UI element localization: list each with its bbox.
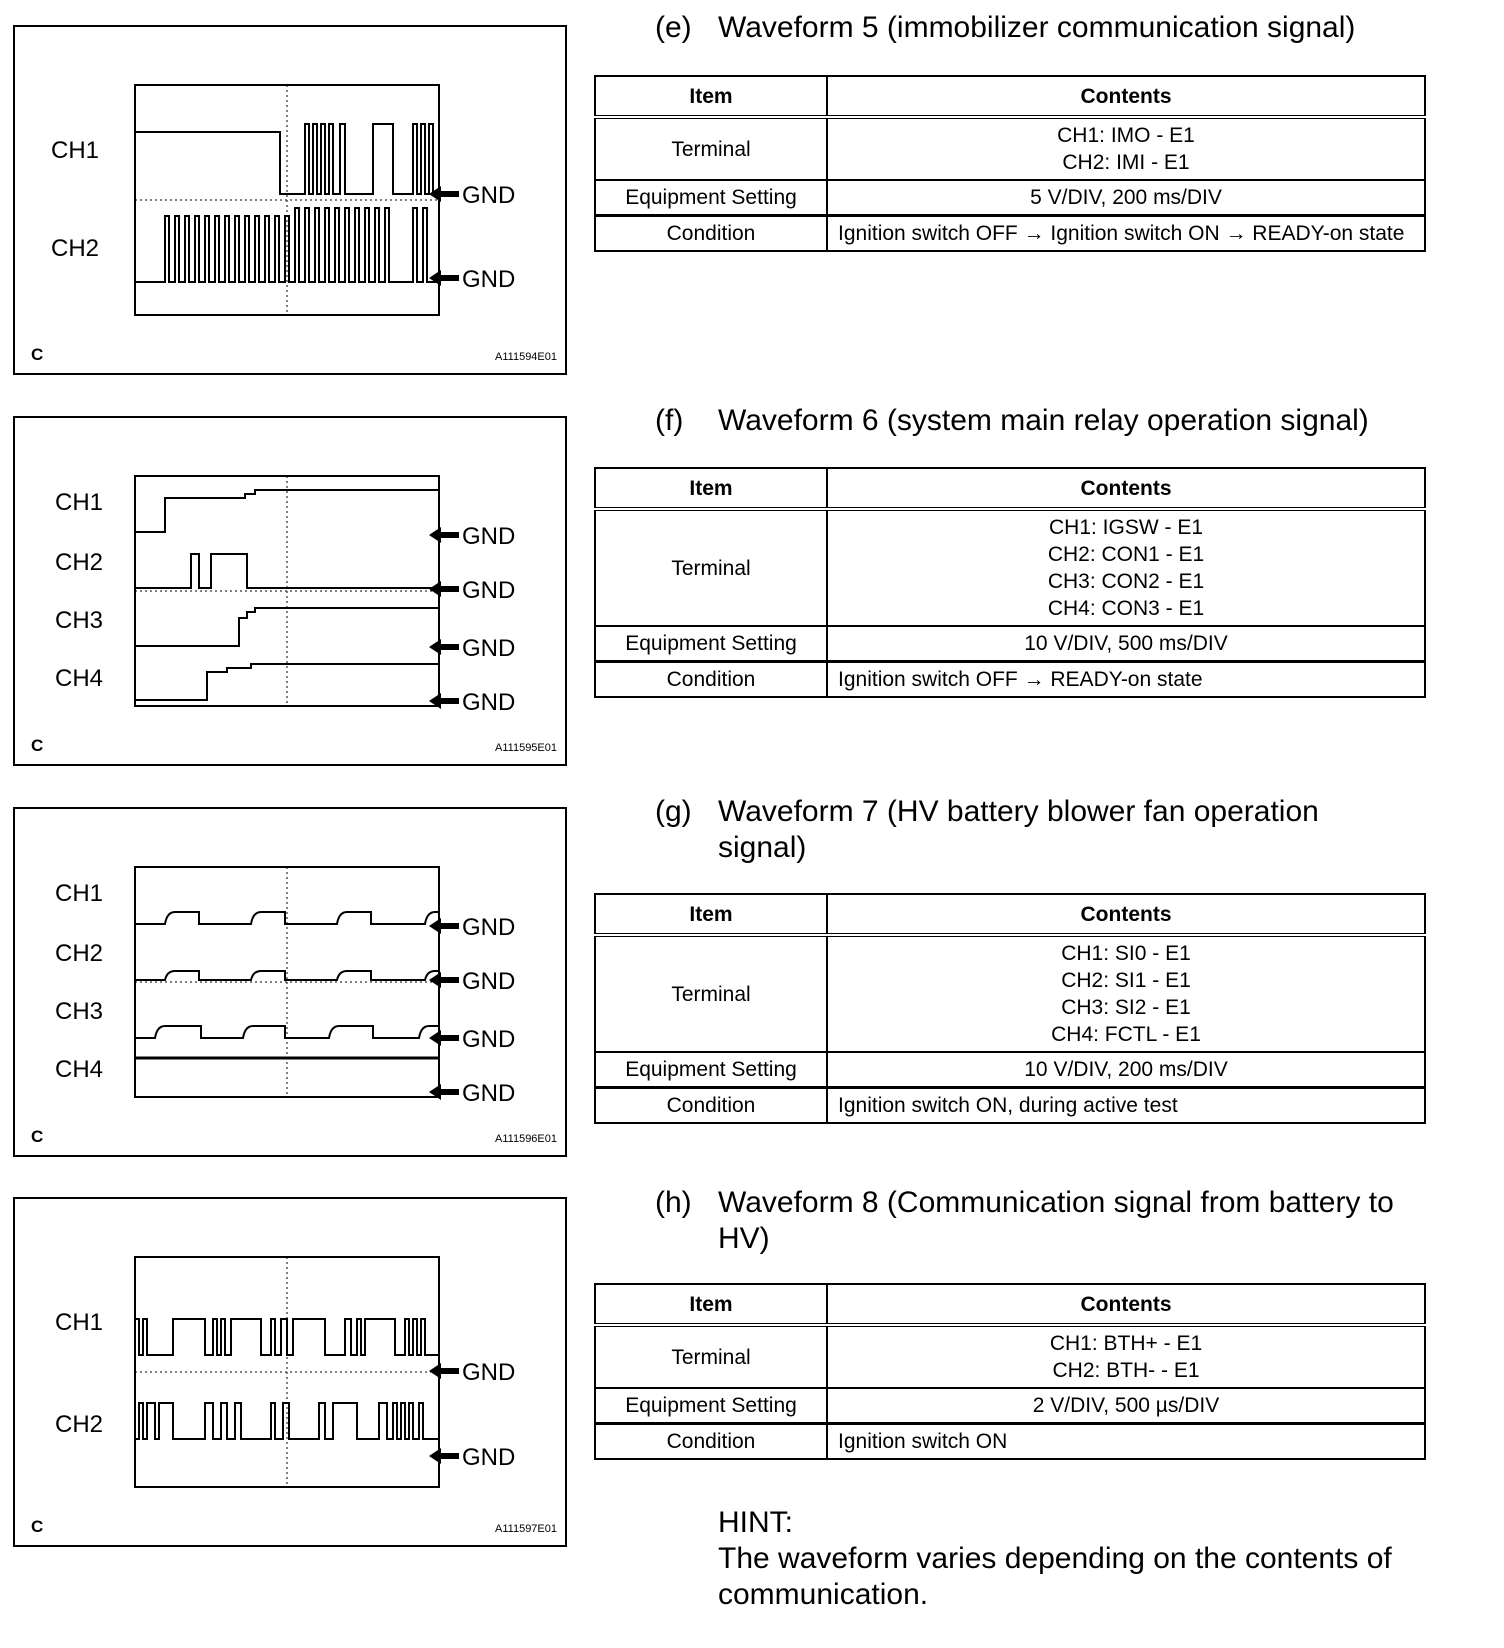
equipment-value: 2 V/DIV, 500 µs/DIV — [827, 1388, 1425, 1424]
header-item: Item — [595, 1284, 827, 1325]
svg-text:GND: GND — [462, 577, 516, 604]
svg-text:GND: GND — [462, 1080, 516, 1107]
channel-label: CH1 — [55, 880, 104, 907]
row-label: Equipment Setting — [595, 1388, 827, 1424]
table-header-row — [595, 76, 1425, 117]
table-row — [595, 117, 1425, 180]
table-row — [595, 1325, 1425, 1388]
spec-table-8 — [594, 1283, 1426, 1460]
svg-text:GND: GND — [462, 523, 516, 550]
figure-code: A111594E01 — [495, 351, 557, 363]
row-label: Equipment Setting — [595, 626, 827, 662]
figure-code: A111597E01 — [495, 1523, 557, 1535]
row-label: Condition — [595, 216, 827, 252]
scope-grid — [135, 476, 439, 706]
svg-text:GND: GND — [462, 689, 516, 716]
row-label: Condition — [595, 1088, 827, 1124]
spec-table-6 — [594, 467, 1426, 698]
svg-text:GND: GND — [462, 1026, 516, 1053]
condition-value: Ignition switch OFF → READY-on state — [827, 662, 1425, 698]
gnd-marker — [429, 266, 515, 293]
figure-letter: C — [31, 1127, 44, 1146]
gnd-marker — [429, 1080, 515, 1107]
channel-label: CH4 — [55, 1056, 104, 1083]
gnd-marker — [429, 689, 515, 716]
equipment-value: 10 V/DIV, 200 ms/DIV — [827, 1052, 1425, 1088]
spec-table-5 — [594, 75, 1426, 252]
header-contents: Contents — [827, 76, 1425, 117]
gnd-marker — [429, 635, 515, 662]
oscilloscope-plot-6 — [15, 418, 569, 768]
figure-code: A111595E01 — [495, 742, 557, 754]
section-letter: (e) — [655, 11, 692, 44]
gnd-marker — [429, 577, 515, 604]
condition-value: Ignition switch OFF → Ignition switch ON → READY-on state — [827, 216, 1425, 252]
terminal-value: CH1: BTH+ - E1 CH2: BTH- - E1 — [827, 1325, 1425, 1388]
header-item: Item — [595, 76, 827, 117]
section-letter: (h) — [655, 1186, 692, 1219]
gnd-marker — [429, 1359, 515, 1386]
equipment-value: 5 V/DIV, 200 ms/DIV — [827, 180, 1425, 216]
hint-label: HINT: — [718, 1506, 793, 1539]
row-label: Terminal — [595, 117, 827, 180]
header-item: Item — [595, 894, 827, 935]
figure-letter: C — [31, 345, 44, 364]
header-item: Item — [595, 468, 827, 509]
section-letter: (g) — [655, 795, 692, 828]
terminal-value: CH1: IMO - E1 CH2: IMI - E1 — [827, 117, 1425, 180]
table-header-row — [595, 468, 1425, 509]
table-row — [595, 662, 1425, 698]
terminal-value: CH1: IGSW - E1 CH2: CON1 - E1 CH3: CON2 - E1 CH4: CON3 - E1 — [827, 509, 1425, 626]
table-row — [595, 1052, 1425, 1088]
condition-value: Ignition switch ON — [827, 1424, 1425, 1460]
row-label: Equipment Setting — [595, 1052, 827, 1088]
figure-letter: C — [31, 1517, 44, 1536]
svg-text:GND: GND — [462, 266, 516, 293]
row-label: Equipment Setting — [595, 180, 827, 216]
channel-label: CH2 — [51, 235, 100, 262]
row-label: Condition — [595, 662, 827, 698]
row-label: Condition — [595, 1424, 827, 1460]
header-contents: Contents — [827, 894, 1425, 935]
svg-text:GND: GND — [462, 1359, 516, 1386]
channel-label: CH3 — [55, 998, 104, 1025]
table-row — [595, 180, 1425, 216]
section-title: Waveform 6 (system main relay operation signal) — [718, 404, 1369, 437]
svg-text:GND: GND — [462, 968, 516, 995]
hint-text: The waveform varies depending on the contents of communication. — [718, 1542, 1392, 1611]
ch1-trace — [135, 124, 439, 194]
table-row — [595, 626, 1425, 662]
figure-letter: C — [31, 736, 44, 755]
table-row — [595, 509, 1425, 626]
channel-label: CH2 — [55, 940, 104, 967]
scope-grid — [135, 85, 439, 315]
channel-label: CH2 — [55, 1411, 104, 1438]
oscilloscope-plot-7 — [15, 809, 569, 1159]
table-row — [595, 1388, 1425, 1424]
table-row — [595, 1424, 1425, 1460]
section-title: Waveform 8 (Communication signal from battery to HV) — [718, 1186, 1394, 1255]
section-letter: (f) — [655, 404, 684, 437]
oscilloscope-figure-7 — [13, 807, 567, 1157]
scope-grid — [135, 867, 439, 1097]
row-label: Terminal — [595, 935, 827, 1052]
table-row — [595, 935, 1425, 1052]
row-label: Terminal — [595, 509, 827, 626]
figure-code: A111596E01 — [495, 1133, 557, 1145]
gnd-marker — [429, 523, 515, 550]
section-title: Waveform 7 (HV battery blower fan operation signal) — [718, 795, 1319, 864]
equipment-value: 10 V/DIV, 500 ms/DIV — [827, 626, 1425, 662]
svg-text:GND: GND — [462, 182, 516, 209]
table-header-row — [595, 1284, 1425, 1325]
gnd-marker — [429, 1026, 515, 1053]
table-row — [595, 1088, 1425, 1124]
channel-label: CH1 — [55, 489, 104, 516]
channel-label: CH4 — [55, 665, 104, 692]
channel-label: CH2 — [55, 549, 104, 576]
channel-label: CH1 — [51, 137, 100, 164]
oscilloscope-plot-5 — [15, 27, 569, 377]
gnd-marker — [429, 1444, 515, 1471]
gnd-marker — [429, 182, 515, 209]
ch1-trace — [135, 1319, 439, 1355]
svg-text:GND: GND — [462, 914, 516, 941]
terminal-value: CH1: SI0 - E1 CH2: SI1 - E1 CH3: SI2 - E1 CH4: FCTL - E1 — [827, 935, 1425, 1052]
row-label: Terminal — [595, 1325, 827, 1388]
channel-label: CH3 — [55, 607, 104, 634]
section-title: Waveform 5 (immobilizer communication signal) — [718, 11, 1356, 44]
table-header-row — [595, 894, 1425, 935]
header-contents: Contents — [827, 1284, 1425, 1325]
svg-text:GND: GND — [462, 1444, 516, 1471]
oscilloscope-plot-8 — [15, 1199, 569, 1549]
condition-value: Ignition switch ON, during active test — [827, 1088, 1425, 1124]
channel-label: CH1 — [55, 1309, 104, 1336]
gnd-marker — [429, 914, 515, 941]
hint-block — [718, 1505, 1438, 1613]
oscilloscope-figure-5 — [13, 25, 567, 375]
oscilloscope-figure-8 — [13, 1197, 567, 1547]
gnd-marker — [429, 968, 515, 995]
svg-text:GND: GND — [462, 635, 516, 662]
header-contents: Contents — [827, 468, 1425, 509]
scope-grid — [135, 1257, 439, 1487]
spec-table-7 — [594, 893, 1426, 1124]
oscilloscope-figure-6 — [13, 416, 567, 766]
table-row — [595, 216, 1425, 252]
